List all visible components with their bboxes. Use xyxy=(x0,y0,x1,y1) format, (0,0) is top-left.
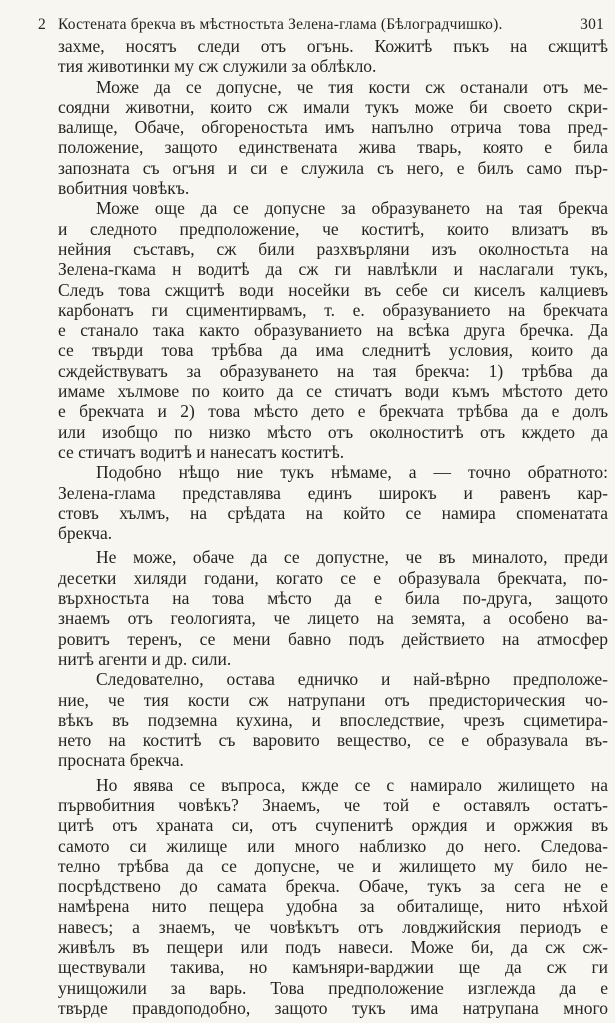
text-line: е станало така както образуванието на всѣка друга бречка. Да xyxy=(58,320,608,341)
text-line: вѣкъ въ подземна кухина, и впоследствие, чрезъ сциметира- xyxy=(58,709,608,730)
text-line: Може още да се допусне за образуването на тая брекча xyxy=(96,198,608,219)
text-line: цитѣ отъ храната си, отъ счупенитѣ орждия и оржжия въ xyxy=(58,815,608,836)
text-line: положение, защото единствената жива тварь, която е била xyxy=(58,137,608,158)
text-line: тия животинки му сж служили за облѣкло. xyxy=(58,56,377,77)
text-line: брекча. xyxy=(58,523,113,544)
text-line: имаме хълмове по които да се стичатъ води къмъ мѣстото дето xyxy=(58,381,608,402)
text-line: сждействуватъ за образуването на тая брекча: 1) трѣбва да xyxy=(58,360,608,381)
text-line: ровитъ теренъ, се мени бавно подъ действието на атмосфер xyxy=(58,628,608,649)
text-line: посрѣдствено до самата брекча. Обаче, тукъ за сега не е xyxy=(58,876,608,897)
text-line: нето на коститѣ съ варовито вещество, се е образувала въ- xyxy=(58,730,608,751)
text-line: вобитния човѣкъ. xyxy=(58,178,190,199)
text-line: ние, че тия кости сж натрупани отъ предисторическия чо- xyxy=(58,689,608,710)
text-line: просната брекча. xyxy=(58,750,184,771)
text-line: самото си жилище или много наблизко до него. Следова- xyxy=(58,835,608,856)
text-line: знаемъ отъ геологията, че лицето на земята, а особено ва- xyxy=(58,608,608,629)
text-line: десетки хиляди годани, когато се е образувала брекчата, по- xyxy=(58,567,608,588)
text-line: и следното предположение, че коститѣ, които влизатъ въ xyxy=(58,218,608,239)
text-line: Но явява се въпроса, кжде се с намирало жилището на xyxy=(96,774,608,795)
text-line: телно трѣбва да се допусне, че и жилището му било не- xyxy=(58,855,608,876)
text-line: намѣрена нито пещера удобна за обиталище, нито нѣхой xyxy=(58,896,608,917)
text-line: Подобно нѣщо ние тукъ нѣмаме, а — точно обратното: xyxy=(96,462,608,483)
text-line: ществували такива, но камъняри-варджии ще да сж ги xyxy=(58,957,608,978)
text-line: се твърди това трѣбва да има следнитѣ условия, които да xyxy=(58,340,608,361)
text-line: карбонатъ ги сциментирвамъ, т. е. образуванието на брекчата xyxy=(58,299,608,320)
text-line: нитѣ агенти и др. сили. xyxy=(58,648,232,669)
body-text xyxy=(58,36,608,1018)
text-line: Не може, обаче да се допустне, че въ миналото, преди xyxy=(96,547,608,568)
text-line: Следъ това сжщитѣ води носейки въ себе си киселъ калциевъ xyxy=(58,279,608,300)
running-header xyxy=(38,16,604,38)
text-line: върхностьта на това мѣсто да е била по-друга, защото xyxy=(58,588,608,609)
page-number: 301 xyxy=(580,16,604,33)
header-title: Костената брекча въ мѣстностьта Зелена-глама (Бѣлоградчишко). xyxy=(58,16,503,33)
text-line: живѣлъ въ пещери или подъ навеси. Може би, да сж сж- xyxy=(58,937,608,958)
text-line: Зелена-гкама н водитѣ да сж ги навлѣкли и наслагали тукъ, xyxy=(58,259,608,280)
text-line: или изобщо по низко мѣсто отъ околноститѣ отъ кждето да xyxy=(58,421,608,442)
text-line: Може да се допусне, че тия кости сж останали отъ ме- xyxy=(96,76,608,97)
text-line: нейния съставъ, сж били разхвърляни изъ околностьта на xyxy=(58,238,608,259)
text-line: унищожили за варь. Това предположение изглежда да е xyxy=(58,977,608,998)
text-line: валище, Обаче, обгореностьта имъ напълно отрича това пред- xyxy=(58,117,608,138)
text-line: първобитния човѣкъ? Знаемъ, че той е оставялъ остатъ- xyxy=(58,794,608,815)
text-line: запозната съ огъня и си е служила съ него, е билъ само пър- xyxy=(58,157,608,178)
text-line: твърде правдоподобно, защото тукъ има натрупана много xyxy=(58,997,608,1018)
text-line: Зелена-глама представлява единъ широкъ и равенъ кар- xyxy=(58,482,608,503)
text-line: е брекчата и 2) това мѣсто дето е брекчата трѣбва да е долъ xyxy=(58,401,608,422)
text-line: навесъ; а знаемъ, че човѣкътъ отъ ловджийския периодъ е xyxy=(58,916,608,937)
text-line: се стичатъ водитѣ и нанесатъ коститѣ. xyxy=(58,441,345,462)
text-line: Следователно, остава едничко и най-вѣрно предположе- xyxy=(96,669,608,690)
text-line: захме, носятъ следи отъ огънь. Кожитѣ пъкъ на сжщитѣ xyxy=(58,36,608,56)
header-number: 2 xyxy=(38,16,46,33)
text-line: стовъ хълмъ, на срѣдата на който се намира споменатата xyxy=(58,502,608,523)
text-line: соядни животни, които сж имали тукъ може би своето скри- xyxy=(58,96,608,117)
